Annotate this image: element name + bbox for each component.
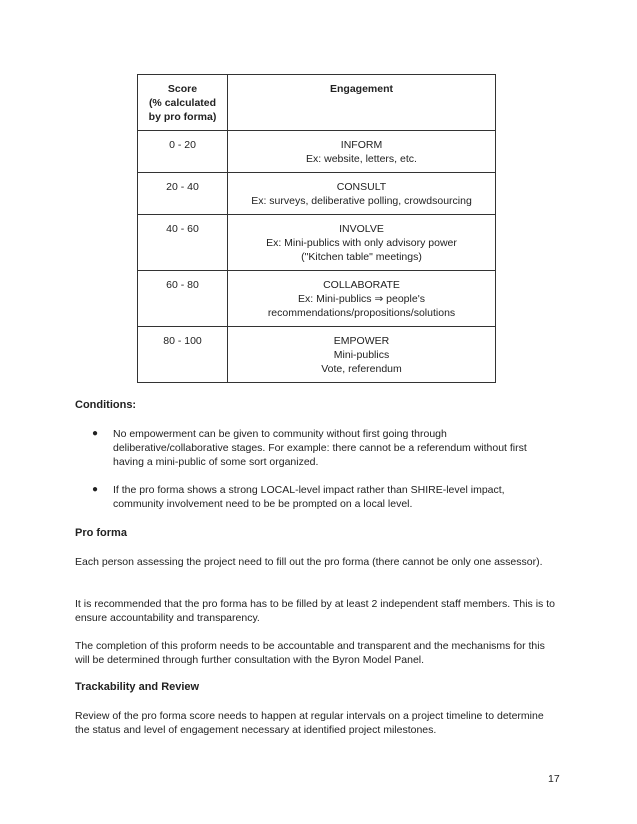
- score-range: 40 - 60: [138, 215, 228, 271]
- pro-forma-heading: Pro forma: [75, 527, 127, 539]
- condition-text: If the pro forma shows a strong LOCAL-level impact rather than SHIRE-level impact, community involvement need to be be prompted on a local level.: [113, 484, 505, 510]
- conditions-list: [92, 427, 552, 525]
- engagement-level: COLLABORATE: [323, 279, 400, 291]
- table-row: [138, 131, 496, 173]
- engagement-detail: ("Kitchen table" meetings): [301, 251, 422, 263]
- table-row: [138, 173, 496, 215]
- list-item: [92, 427, 552, 469]
- score-range: 60 - 80: [138, 271, 228, 327]
- score-header: [138, 75, 228, 131]
- score-header-line: Score: [167, 83, 198, 95]
- trackability-heading: Trackability and Review: [75, 681, 200, 693]
- engagement-header: Engagement: [228, 75, 496, 131]
- engagement-level: INFORM: [340, 139, 383, 151]
- engagement-detail: Ex: Mini-publics with only advisory power: [266, 237, 457, 249]
- pro-forma-paragraph: The completion of this proform needs to be accountable and transparent and the mechanisms for this will be determined through further consultation with the Byron Model Panel.: [75, 640, 545, 666]
- pro-forma-paragraph: It is recommended that the pro forma has to be filled by at least 2 independent staff members. This is to ensure accountability and transparency.: [75, 598, 555, 624]
- engagement-detail: Ex: surveys, deliberative polling, crowdsourcing: [251, 195, 472, 207]
- score-engagement-table: [137, 74, 496, 383]
- score-range: 80 - 100: [138, 327, 228, 383]
- engagement-detail: Mini-publics: [333, 349, 390, 361]
- score-range: 20 - 40: [138, 173, 228, 215]
- table-row: [138, 215, 496, 271]
- engagement-detail: recommendations/propositions/solutions: [267, 307, 456, 319]
- score-range: 0 - 20: [138, 131, 228, 173]
- engagement-detail: Ex: Mini-publics ⇒ people's: [298, 293, 425, 305]
- engagement-level: CONSULT: [336, 181, 387, 193]
- bullet-icon: ●: [92, 484, 99, 495]
- list-item: [92, 483, 552, 511]
- pro-forma-paragraph: Each person assessing the project need to fill out the pro forma (there cannot be only one assessor).: [75, 556, 543, 568]
- engagement-cell: [228, 131, 496, 173]
- engagement-cell: [228, 271, 496, 327]
- table-header-row: [138, 75, 496, 131]
- engagement-cell: [228, 173, 496, 215]
- bullet-icon: ●: [92, 428, 99, 439]
- trackability-paragraph: Review of the pro forma score needs to happen at regular intervals on a project timeline to determine the status and level of engagement necessary at identified project milestones.: [75, 710, 544, 736]
- table-row: [138, 271, 496, 327]
- score-header-line: (% calculated: [148, 97, 217, 109]
- conditions-heading: Conditions:: [75, 399, 137, 411]
- engagement-cell: [228, 327, 496, 383]
- engagement-cell: [228, 215, 496, 271]
- engagement-detail: Vote, referendum: [321, 363, 402, 375]
- page-number: 17: [548, 773, 560, 785]
- table-row: [138, 327, 496, 383]
- engagement-level: INVOLVE: [339, 223, 384, 235]
- condition-text: No empowerment can be given to community without first going through deliberative/collaborative stages. For example: there cannot be a referendum without first having a mini-public of some sort organized.: [113, 428, 527, 468]
- score-header-line: by pro forma): [148, 111, 217, 123]
- engagement-level: EMPOWER: [333, 335, 390, 347]
- engagement-detail: Ex: website, letters, etc.: [306, 153, 417, 165]
